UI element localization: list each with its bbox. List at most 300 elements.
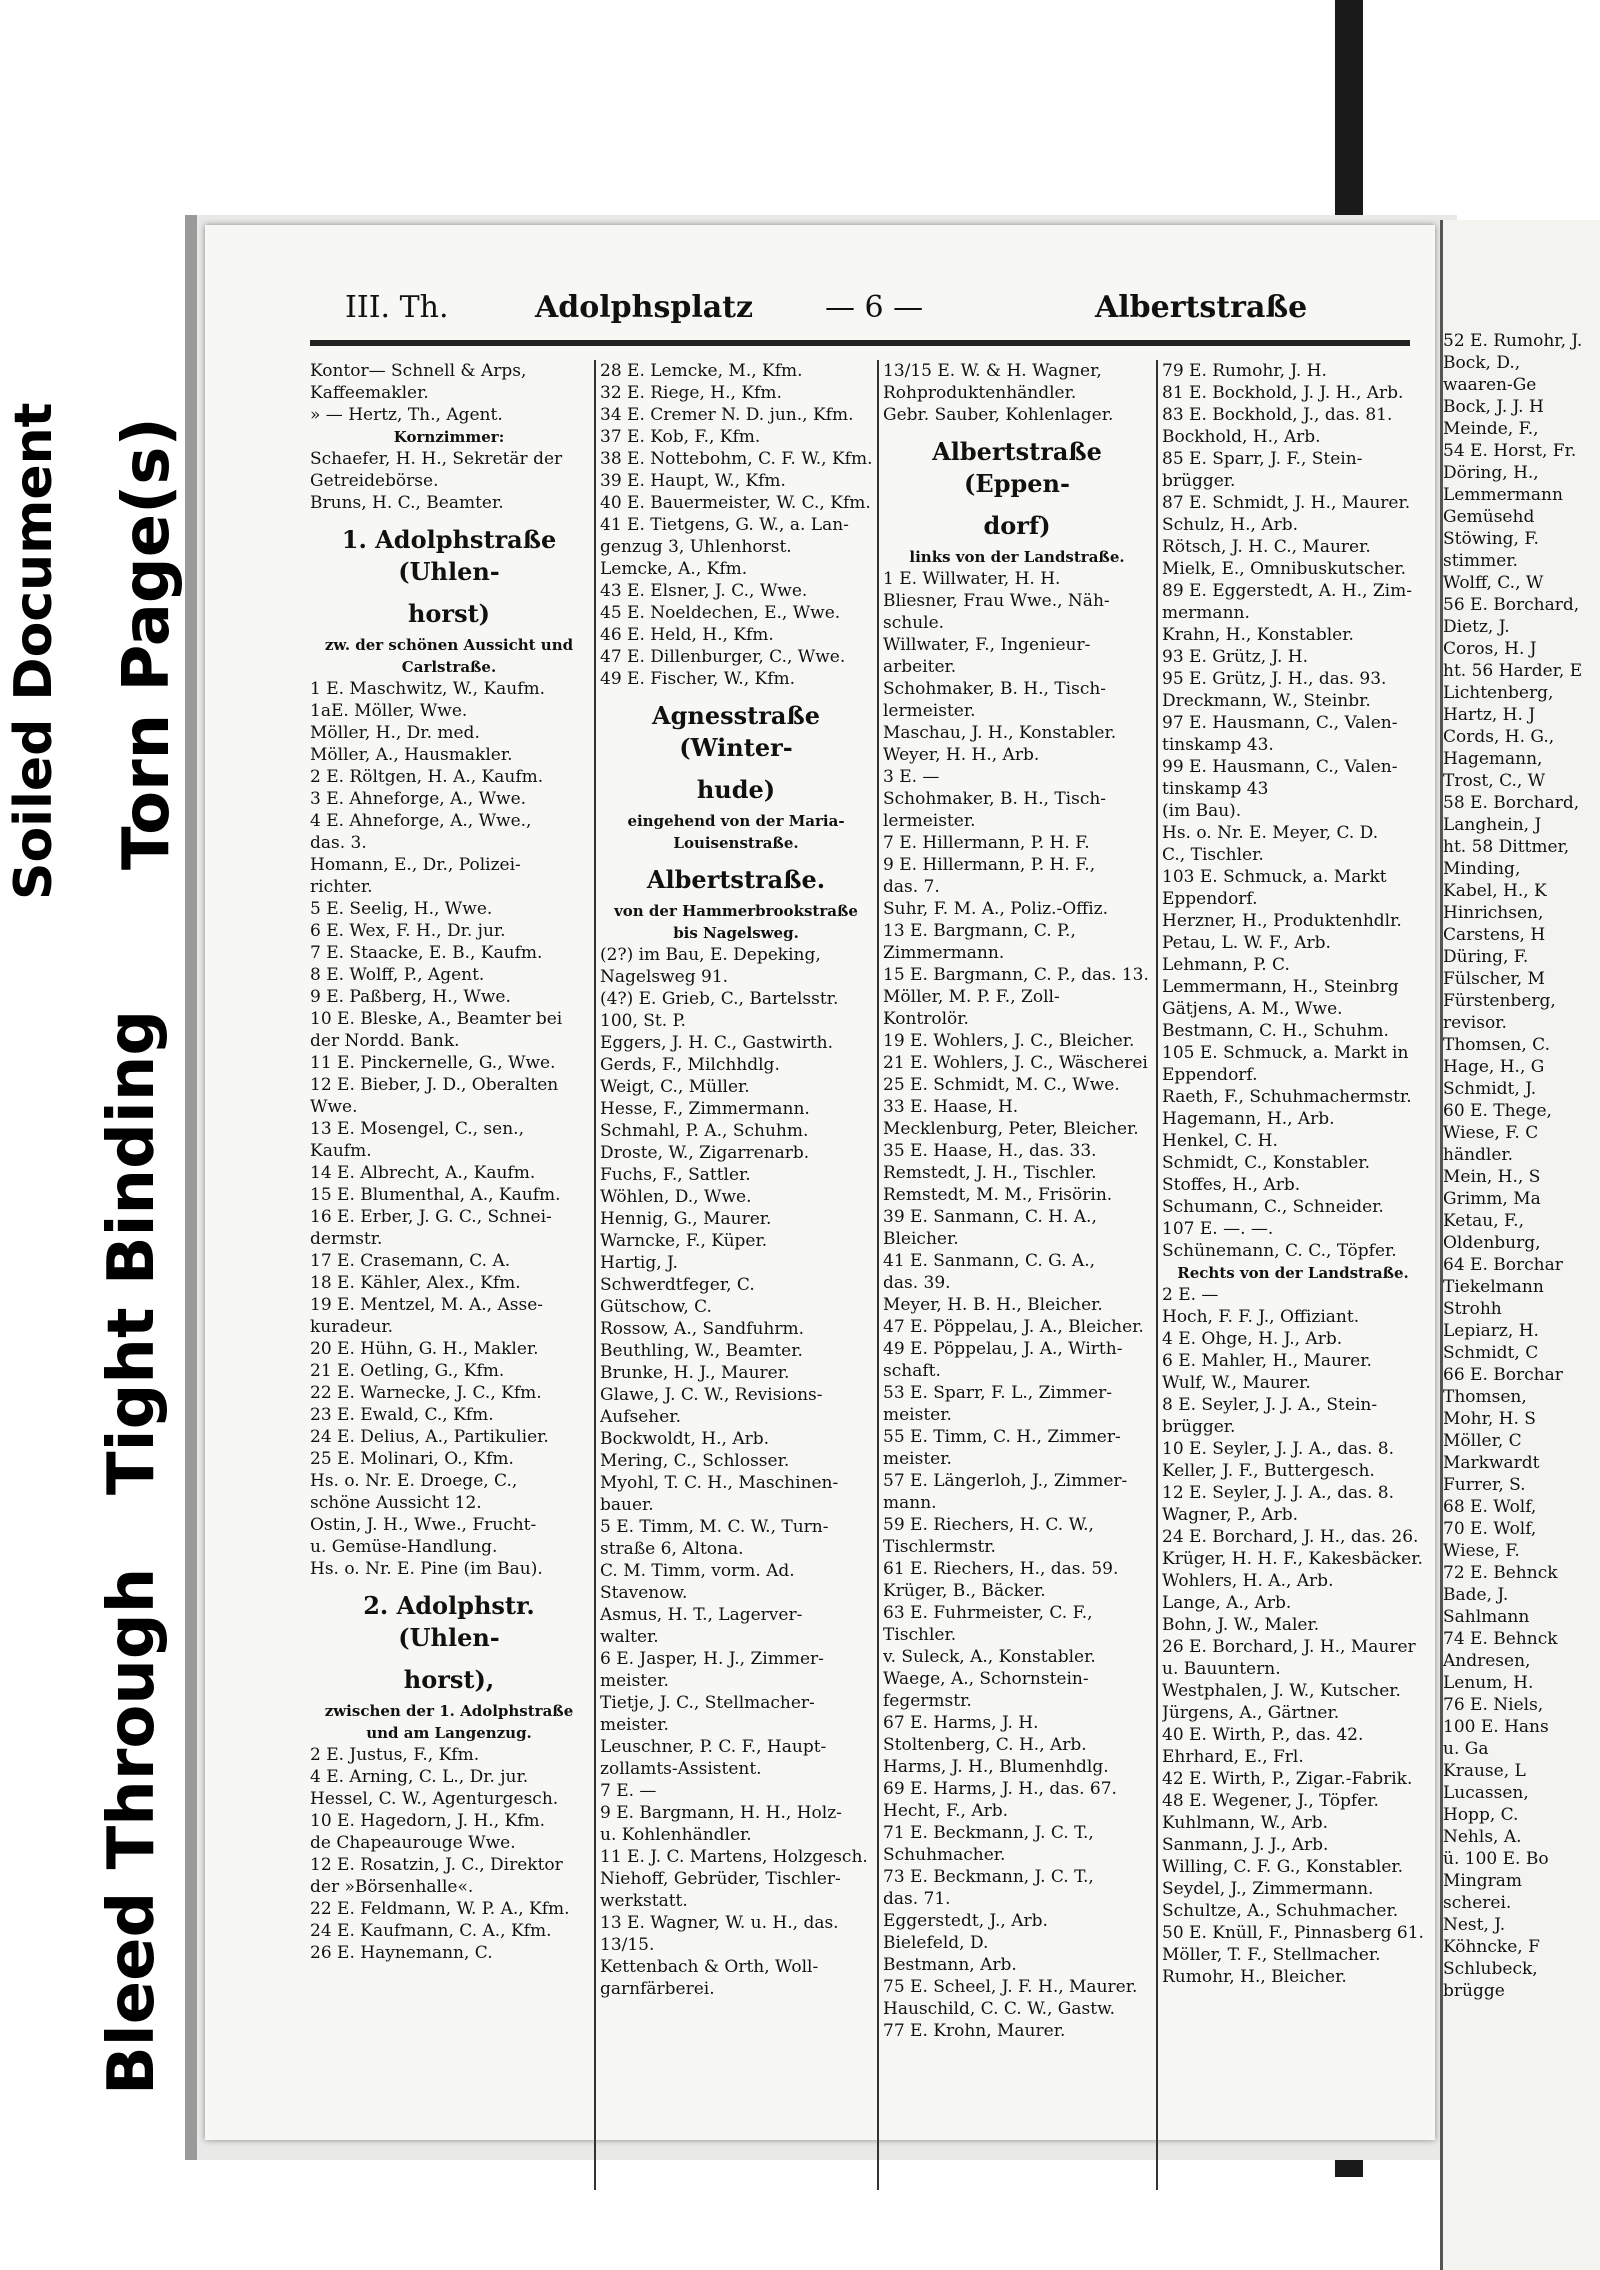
directory-entry: brügge [1443,1981,1505,2001]
directory-entry: Westphalen, J. W., Kutscher. [1162,1681,1401,1701]
street-subheading: zwischen der 1. Adolphstraße [324,1702,574,1720]
directory-entry: Minding, [1443,859,1521,879]
directory-entry: Stoffes, H., Arb. [1162,1175,1301,1195]
directory-entry: » — Hertz, Th., Agent. [310,405,503,425]
directory-entry: 13 E. Wagner, W. u. H., das. [600,1913,839,1933]
directory-entry: Tischler. [883,1625,957,1645]
directory-entry: Lemmermann, H., Steinbrg [1162,977,1399,997]
directory-entry: Brunke, H. J., Maurer. [600,1363,790,1383]
directory-entry: 49 E. Pöppelau, J. A., Wirth- [883,1339,1123,1359]
directory-entry: 58 E. Borchard, [1443,793,1580,813]
column-divider [877,360,879,2190]
directory-entry: der »Börsenhalle«. [310,1877,474,1897]
directory-entry: tinskamp 43. [1162,735,1274,755]
directory-entry: 49 E. Fischer, W., Kfm. [600,669,796,689]
directory-entry: Schultze, A., Schuhmacher. [1162,1901,1399,1921]
directory-entry: Hessel, C. W., Agenturgesch. [310,1789,559,1809]
directory-entry: 66 E. Borchar [1443,1365,1563,1385]
directory-entry: 16 E. Erber, J. G. C., Schnei- [310,1207,552,1227]
directory-entry: schule. [883,613,945,633]
street-heading: Albertstraße (Eppen- [932,437,1102,498]
directory-entry: Köhncke, F [1443,1937,1540,1957]
directory-entry: Bielefeld, D. [883,1933,989,1953]
directory-entry: 1 E. Maschwitz, W., Kaufm. [310,679,546,699]
label-bleed-through: Bleed Through [95,1567,169,2095]
directory-entry: scherei. [1443,1893,1512,1913]
directory-entry: Hs. o. Nr. E. Pine (im Bau). [310,1559,543,1579]
directory-entry: 55 E. Timm, C. H., Zimmer- [883,1427,1121,1447]
directory-entry: das. 39. [883,1273,951,1293]
directory-entry: 63 E. Fuhrmeister, C. F., [883,1603,1093,1623]
directory-entry: (im Bau). [1162,801,1242,821]
directory-entry: 6 E. Wex, F. H., Dr. jur. [310,921,506,941]
directory-entry: Kabel, H., K [1443,881,1547,901]
page-header [235,290,1308,330]
directory-entry: Bock, D., [1443,353,1521,373]
directory-entry: meister. [600,1671,669,1691]
directory-entry: Getreidebörse. [310,471,439,491]
directory-entry: Meyer, H. B. H., Bleicher. [883,1295,1103,1315]
directory-entry: Sanmann, J. J., Arb. [1162,1835,1329,1855]
street-heading: horst) [407,599,491,628]
directory-entry: 11 E. Pinckernelle, G., Wwe. [310,1053,556,1073]
directory-entry: 3 E. Ahneforge, A., Wwe. [310,789,527,809]
directory-entry: Schmahl, P. A., Schuhm. [600,1121,809,1141]
directory-entry: Lemmermann [1443,485,1563,505]
directory-entry: Krause, L [1443,1761,1526,1781]
directory-entry: 2 E. — [1162,1285,1219,1305]
directory-entry: Rohproduktenhändler. [883,383,1077,403]
directory-entry: Lemcke, A., Kfm. [600,559,748,579]
directory-entry: Fuchs, F., Sattler. [600,1165,751,1185]
directory-entry: Rossow, A., Sandfuhrm. [600,1319,804,1339]
directory-entry: Döring, H., [1443,463,1539,483]
street-heading: horst), [403,1665,495,1694]
directory-entry: 23 E. Ewald, C., Kfm. [310,1405,494,1425]
directory-entry: 12 E. Bieber, J. D., Oberalten [310,1075,559,1095]
directory-entry: straße 6, Altona. [600,1539,744,1559]
directory-entry: Sahlmann [1443,1607,1530,1627]
directory-entry: 99 E. Hausmann, C., Valen- [1162,757,1398,777]
directory-entry: lermeister. [883,811,976,831]
directory-entry: Aufseher. [600,1407,681,1427]
directory-entry: Grimm, Ma [1443,1189,1541,1209]
street-subheading: Rechts von der Landstraße. [1177,1264,1409,1282]
directory-entry: Cords, H. G., [1443,727,1555,747]
directory-entry: Beuthling, W., Beamter. [600,1341,803,1361]
directory-entry: Hopp, C. [1443,1805,1519,1825]
directory-entry: 2 E. Röltgen, H. A., Kaufm. [310,767,544,787]
directory-entry: 13 E. Mosengel, C., sen., [310,1119,524,1139]
directory-entry: Harms, J. H., Blumenhdlg. [883,1757,1109,1777]
directory-entry: 38 E. Nottebohm, C. F. W., Kfm. [600,449,872,469]
directory-entry: C., Tischler. [1162,845,1264,865]
directory-entry: Raeth, F., Schuhmachermstr. [1162,1087,1412,1107]
column-2 [600,360,872,2160]
directory-entry: fegermstr. [883,1691,972,1711]
directory-entry: Carstens, H [1443,925,1546,945]
directory-entry: Möller, T. F., Stellmacher. [1162,1945,1381,1965]
directory-entry: 71 E. Beckmann, J. C. T., [883,1823,1094,1843]
directory-entry: 48 E. Wegener, J., Töpfer. [1162,1791,1379,1811]
directory-entry: 17 E. Crasemann, C. A. [310,1251,511,1271]
directory-entry: 15 E. Blumenthal, A., Kaufm. [310,1185,561,1205]
directory-entry: 41 E. Sanmann, C. G. A., [883,1251,1096,1271]
directory-entry: Hs. o. Nr. E. Meyer, C. D. [1162,823,1379,843]
directory-entry: 4 E. Ohge, H. J., Arb. [1162,1329,1343,1349]
directory-entry: der Nordd. Bank. [310,1031,460,1051]
condition-labels [0,0,200,2177]
directory-entry: Kuhlmann, W., Arb. [1162,1813,1329,1833]
directory-entry: (4?) E. Grieb, C., Bartelsstr. [600,989,839,1009]
directory-entry: Tischlermstr. [883,1537,996,1557]
directory-entry: Furrer, S. [1443,1475,1526,1495]
directory-entry: Möller, M. P. F., Zoll- [883,987,1060,1007]
directory-entry: Krahn, H., Konstabler. [1162,625,1354,645]
directory-entry: 39 E. Sanmann, C. H. A., [883,1207,1097,1227]
directory-entry: 7 E. Staacke, E. B., Kaufm. [310,943,543,963]
directory-entry: 28 E. Lemcke, M., Kfm. [600,361,803,381]
directory-entry: Bohn, J. W., Maler. [1162,1615,1320,1635]
directory-entry: garnfärberei. [600,1979,715,1999]
street-subheading: Louisenstraße. [673,834,799,852]
directory-entry: Schulz, H., Arb. [1162,515,1298,535]
directory-entry: 14 E. Albrecht, A., Kaufm. [310,1163,536,1183]
directory-entry: Bleicher. [883,1229,959,1249]
street-subheading: eingehend von der Maria- [627,812,845,830]
directory-entry: Eppendorf. [1162,889,1258,909]
directory-entry: 13/15 E. W. & H. Wagner, [883,361,1102,381]
directory-entry: Hagemann, [1443,749,1543,769]
directory-entry: Strohh [1443,1299,1502,1319]
directory-entry: arbeiter. [883,657,957,677]
directory-entry: lermeister. [883,701,976,721]
directory-entry: Warncke, F., Küper. [600,1231,768,1251]
directory-entry: Nest, J. [1443,1915,1506,1935]
directory-entry: Dreckmann, W., Steinbr. [1162,691,1371,711]
directory-entry: Hecht, F., Arb. [883,1801,1009,1821]
directory-entry: Keller, J. F., Buttergesch. [1162,1461,1375,1481]
directory-entry: 67 E. Harms, J. H. [883,1713,1039,1733]
directory-entry: brügger. [1162,1417,1236,1437]
directory-entry: tinskamp 43 [1162,779,1269,799]
directory-entry: Gerds, F., Milchhdlg. [600,1055,780,1075]
directory-entry: Düring, F. [1443,947,1529,967]
directory-entry: das. 3. [310,833,367,853]
label-tight-binding: Tight Binding [95,1009,169,1495]
directory-entry: 22 E. Warnecke, J. C., Kfm. [310,1383,542,1403]
directory-entry: Herzner, H., Produktenhdlr. [1162,911,1402,931]
directory-entry: u. Bauuntern. [1162,1659,1281,1679]
street-subheading: zw. der schönen Aussicht und [324,636,574,654]
directory-entry: Wolff, C., W [1443,573,1544,593]
directory-entry: Hage, H., G [1443,1057,1545,1077]
directory-entry: meister. [883,1405,952,1425]
directory-entry: 9 E. Bargmann, H. H., Holz- [600,1803,842,1823]
directory-entry: 43 E. Elsner, J. C., Wwe. [600,581,808,601]
directory-entry: Remstedt, M. M., Frisörin. [883,1185,1113,1205]
directory-entry: Maschau, J. H., Konstabler. [883,723,1117,743]
directory-entry: meister. [883,1449,952,1469]
directory-entry: 34 E. Cremer N. D. jun., Kfm. [600,405,854,425]
directory-entry: Mecklenburg, Peter, Bleicher. [883,1119,1139,1139]
directory-entry: das. 71. [883,1889,951,1909]
directory-entry: ht. 56 Harder, E [1443,661,1583,681]
directory-entry: Kaffeemakler. [310,383,429,403]
directory-entry: 40 E. Wirth, P., das. 42. [1162,1725,1364,1745]
directory-entry: schöne Aussicht 12. [310,1493,482,1513]
directory-entry: 85 E. Sparr, J. F., Stein- [1162,449,1363,469]
directory-entry: 73 E. Beckmann, J. C. T., [883,1867,1094,1887]
directory-entry: Henkel, C. H. [1162,1131,1278,1151]
directory-entry: 79 E. Rumohr, J. H. [1162,361,1327,381]
directory-entry: 24 E. Kaufmann, C. A., Kfm. [310,1921,552,1941]
directory-entry: Stavenow. [600,1583,688,1603]
directory-entry: Wiese, F. [1443,1541,1520,1561]
directory-entry: Lange, A., Arb. [1162,1593,1292,1613]
directory-entry: 26 E. Borchard, J. H., Maurer [1162,1637,1416,1657]
directory-entry: Krüger, H. H. F., Kakesbäcker. [1162,1549,1423,1569]
directory-entry: kuradeur. [310,1317,394,1337]
directory-entry: 12 E. Rosatzin, J. C., Direktor [310,1855,563,1875]
directory-entry: 45 E. Noeldechen, E., Wwe. [600,603,841,623]
directory-entry: Myohl, T. C. H., Maschinen- [600,1473,839,1493]
directory-entry: Schohmaker, B. H., Tisch- [883,789,1107,809]
header-page-number: — 6 — [825,290,924,325]
column-divider [1156,360,1158,2190]
directory-entry: Lenum, H. [1443,1673,1534,1693]
directory-entry: 8 E. Seyler, J. J. A., Stein- [1162,1395,1378,1415]
directory-entry: Petau, L. W. F., Arb. [1162,933,1331,953]
directory-entry: Krüger, B., Bäcker. [883,1581,1046,1601]
directory-entry: Zimmermann. [883,943,1005,963]
directory-entry: Coros, H. J [1443,639,1537,659]
directory-entry: Asmus, H. T., Lagerver- [600,1605,803,1625]
directory-entry: Möller, A., Hausmakler. [310,745,513,765]
directory-entry: Kontor— Schnell & Arps, [310,361,527,381]
directory-entry: Willing, C. F. G., Konstabler. [1162,1857,1404,1877]
directory-entry: Kontrolör. [883,1009,969,1029]
directory-entry: richter. [310,877,373,897]
directory-entry: Weigt, C., Müller. [600,1077,750,1097]
directory-entry: 25 E. Molinari, O., Kfm. [310,1449,514,1469]
directory-entry: Langhein, J [1443,815,1542,835]
directory-entry: Mering, C., Schlosser. [600,1451,790,1471]
directory-entry: Eggers, J. H. C., Gastwirth. [600,1033,834,1053]
directory-entry: Hagemann, H., Arb. [1162,1109,1335,1129]
street-heading: dorf) [983,511,1051,540]
directory-entry: 9 E. Hillermann, P. H. F., [883,855,1096,875]
directory-entry: 97 E. Hausmann, C., Valen- [1162,713,1398,733]
directory-entry: 1 E. Willwater, H. H. [883,569,1061,589]
directory-entry: 26 E. Haynemann, C. [310,1943,493,1963]
street-heading: Albertstraße. [646,865,826,894]
directory-entry: 24 E. Borchard, J. H., das. 26. [1162,1527,1419,1547]
directory-entry: schaft. [883,1361,941,1381]
directory-entry: v. Suleck, A., Konstabler. [883,1647,1096,1667]
directory-entry: Gemüsehd [1443,507,1535,527]
directory-entry: brügger. [1162,471,1236,491]
directory-entry: stimmer. [1443,551,1518,571]
directory-entry: 47 E. Pöppelau, J. A., Bleicher. [883,1317,1144,1337]
directory-entry: 10 E. Hagedorn, J. H., Kfm. [310,1811,546,1831]
header-left-street: Adolphsplatz [535,290,754,325]
directory-entry: händler. [1443,1145,1514,1165]
street-heading: hude) [696,775,776,804]
directory-entry: Kaufm. [310,1141,372,1161]
directory-entry: Weyer, H. H., Arb. [883,745,1040,765]
directory-entry: Ehrhard, E., Frl. [1162,1747,1304,1767]
directory-entry: 19 E. Mentzel, M. A., Asse- [310,1295,543,1315]
directory-entry: Homann, E., Dr., Polizei- [310,855,521,875]
directory-entry: Waege, A., Schornstein- [883,1669,1089,1689]
label-torn-pages: Torn Page(s) [110,417,184,870]
directory-entry: 64 E. Borchar [1443,1255,1563,1275]
directory-entry: Hauschild, C. C. W., Gastw. [883,1999,1116,2019]
directory-entry: 53 E. Sparr, F. L., Zimmer- [883,1383,1112,1403]
directory-entry: Ostin, J. H., Wwe., Frucht- [310,1515,537,1535]
directory-entry: Suhr, F. M. A., Poliz.-Offiz. [883,899,1109,919]
directory-entry: Mohr, H. S [1443,1409,1536,1429]
directory-entry: 42 E. Wirth, P., Zigar.-Fabrik. [1162,1769,1413,1789]
directory-entry: Remstedt, J. H., Tischler. [883,1163,1097,1183]
directory-entry: Schumann, C., Schneider. [1162,1197,1384,1217]
column-3 [883,360,1151,2160]
directory-entry: 21 E. Wohlers, J. C., Wäscherei [883,1053,1148,1073]
header-right-street: Albertstraße [1095,290,1308,325]
directory-entry: Möller, C [1443,1431,1522,1451]
directory-entry: 15 E. Bargmann, C. P., das. 13. [883,965,1149,985]
directory-entry: Hartig, J. [600,1253,678,1273]
directory-entry: Nehls, A. [1443,1827,1522,1847]
directory-entry: Schlubeck, [1443,1959,1538,1979]
street-heading: Agnesstraße (Winter- [652,701,820,762]
street-heading: 1. Adolphstraße (Uhlen- [341,525,557,586]
directory-entry: Wiese, F. C [1443,1123,1539,1143]
directory-entry: revisor. [1443,1013,1507,1033]
directory-entry: 32 E. Riege, H., Kfm. [600,383,782,403]
directory-entry: 60 E. Thege, [1443,1101,1552,1121]
directory-page [205,225,1435,2140]
directory-entry: Bock, J. J. H [1443,397,1544,417]
directory-entry: walter. [600,1627,659,1647]
directory-entry: Fülscher, M [1443,969,1545,989]
directory-entry: u. Kohlenhändler. [600,1825,752,1845]
directory-entry: 87 E. Schmidt, J. H., Maurer. [1162,493,1411,513]
directory-entry: Tiekelmann [1443,1277,1544,1297]
directory-entry: 52 E. Rumohr, J. [1443,331,1583,351]
directory-entry: 5 E. Seelig, H., Wwe. [310,899,493,919]
directory-entry: 81 E. Bockhold, J. J. H., Arb. [1162,383,1404,403]
directory-entry: meister. [600,1715,669,1735]
directory-entry: 25 E. Schmidt, M. C., Wwe. [883,1075,1120,1095]
directory-entry: Andresen, [1443,1651,1531,1671]
street-subheading: Kornzimmer: [393,428,505,446]
directory-entry: u. Gemüse-Handlung. [310,1537,498,1557]
directory-entry: Stöwing, F. [1443,529,1539,549]
directory-entry: Schmidt, C [1443,1343,1539,1363]
column-divider [594,360,596,2190]
directory-entry: Möller, H., Dr. med. [310,723,480,743]
directory-entry: mermann. [1162,603,1250,623]
directory-entry: 76 E. Niels, [1443,1695,1544,1715]
directory-entry: 107 E. —. —. [1162,1219,1274,1239]
directory-entry: (2?) im Bau, E. Depeking, [600,945,821,965]
directory-entry: Bruns, H. C., Beamter. [310,493,504,513]
directory-entry: 35 E. Haase, H., das. 33. [883,1141,1097,1161]
directory-entry: Gätjens, A. M., Wwe. [1162,999,1343,1019]
directory-entry: Droste, W., Zigarrenarb. [600,1143,810,1163]
directory-entry: 20 E. Hühn, G. H., Makler. [310,1339,539,1359]
directory-entry: Wagner, P., Arb. [1162,1505,1298,1525]
directory-entry: 2 E. Justus, F., Kfm. [310,1745,480,1765]
directory-entry: 9 E. Paßberg, H., Wwe. [310,987,511,1007]
directory-entry: 95 E. Grütz, J. H., das. 93. [1162,669,1387,689]
directory-entry: Wwe. [310,1097,358,1117]
directory-entry: Hennig, G., Maurer. [600,1209,772,1229]
directory-entry: 37 E. Kob, F., Kfm. [600,427,761,447]
directory-entry: Oldenburg, [1443,1233,1541,1253]
directory-entry: Hartz, H. J [1443,705,1536,725]
directory-entry: 22 E. Feldmann, W. P. A., Kfm. [310,1899,570,1919]
directory-entry: 93 E. Grütz, J. H. [1162,647,1309,667]
adjacent-page-fragment [1440,220,1600,2270]
directory-entry: ht. 58 Dittmer, [1443,837,1570,857]
directory-entry: Jürgens, A., Gärtner. [1162,1703,1340,1723]
directory-entry: Mingram [1443,1871,1523,1891]
directory-entry: Leuschner, P. C. F., Haupt- [600,1737,827,1757]
directory-entry: Lichtenberg, [1443,683,1554,703]
directory-entry: 33 E. Haase, H. [883,1097,1019,1117]
directory-entry: Bestmann, Arb. [883,1955,1017,1975]
directory-entry: Eppendorf. [1162,1065,1258,1085]
directory-entry: 50 E. Knüll, F., Pinnasberg 61. [1162,1923,1424,1943]
directory-entry: Seydel, J., Zimmermann. [1162,1879,1374,1899]
column-4 [1162,360,1424,2160]
directory-entry: 46 E. Held, H., Kfm. [600,625,774,645]
directory-entry: 10 E. Seyler, J. J. A., das. 8. [1162,1439,1394,1459]
directory-entry: 8 E. Wolff, P., Agent. [310,965,485,985]
directory-entry: 7 E. — [600,1781,657,1801]
directory-entry: 100 E. Hans [1443,1717,1549,1737]
directory-entry: 6 E. Jasper, H. J., Zimmer- [600,1649,824,1669]
directory-entry: C. M. Timm, vorm. Ad. [600,1561,795,1581]
directory-entry: mann. [883,1493,937,1513]
directory-entry: Hoch, F. F. J., Offiziant. [1162,1307,1360,1327]
directory-entry: 5 E. Timm, M. C. W., Turn- [600,1517,829,1537]
directory-entry: Hinrichsen, [1443,903,1544,923]
directory-entry: 57 E. Längerloh, J., Zimmer- [883,1471,1128,1491]
directory-entry: 3 E. — [883,767,940,787]
label-soiled-document: Soiled Document [4,402,64,900]
directory-entry: Fürstenberg, [1443,991,1556,1011]
header-rule [310,340,1410,346]
column-1 [310,360,588,2160]
directory-entry: 103 E. Schmuck, a. Markt [1162,867,1387,887]
directory-entry: 74 E. Behnck [1443,1629,1558,1649]
directory-entry: 7 E. Hillermann, P. H. F. [883,833,1090,853]
directory-entry: genzug 3, Uhlenhorst. [600,537,792,557]
directory-entry: 6 E. Mahler, H., Maurer. [1162,1351,1372,1371]
directory-entry: de Chapeaurouge Wwe. [310,1833,516,1853]
directory-entry: ü. 100 E. Bo [1443,1849,1549,1869]
directory-entry: 39 E. Haupt, W., Kfm. [600,471,786,491]
directory-entry: 61 E. Riechers, H., das. 59. [883,1559,1119,1579]
street-subheading: links von der Landstraße. [909,548,1125,566]
street-subheading: bis Nagelsweg. [673,924,799,942]
directory-entry: 21 E. Oetling, G., Kfm. [310,1361,505,1381]
directory-entry: Eggerstedt, J., Arb. [883,1911,1048,1931]
